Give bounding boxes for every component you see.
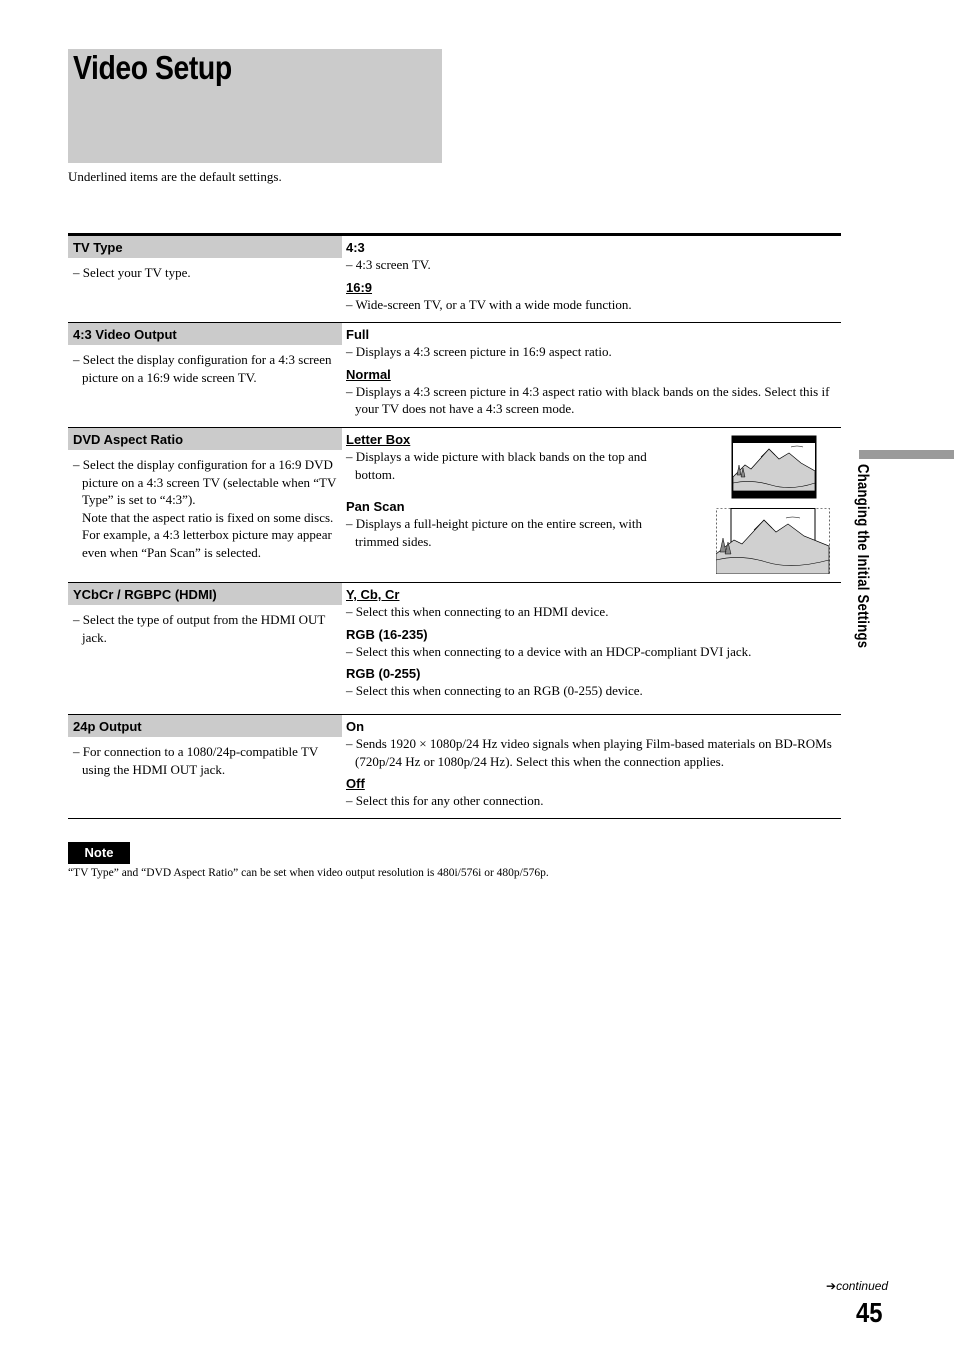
table-row (68, 715, 841, 819)
option-desc: – Select this when connecting to an HDMI device. (346, 604, 609, 619)
setting-cell (68, 715, 342, 818)
option-label-default: Normal (346, 366, 391, 382)
table-row (68, 583, 841, 715)
table-row (68, 236, 841, 323)
page-title: Video Setup (73, 49, 232, 86)
option-desc: – Displays a full-height picture on the entire screen, with trimmed sides. (346, 516, 643, 549)
setting-desc (68, 450, 342, 568)
title-box (68, 49, 442, 163)
option-desc: – Select this when connecting to a device with an HDCP-compliant DVI jack. (346, 643, 752, 659)
setting-cell (68, 583, 342, 714)
note-text: “TV Type” and “DVD Aspect Ratio” can be set when video output resolution is 480i/576i or 480p/576p. (68, 867, 549, 879)
setting-name: TV Type (68, 236, 342, 258)
option-label: Pan Scan (346, 499, 405, 515)
arrow-right-icon: ➔ (826, 1279, 837, 1293)
pan-scan-illustration (716, 508, 830, 574)
options-cell (342, 323, 841, 427)
option-label: RGB (0-255) (346, 666, 421, 682)
table-row (68, 323, 841, 428)
setting-cell (68, 323, 342, 427)
option-label: RGB (16-235) (346, 626, 428, 642)
options-cell (342, 583, 841, 714)
table-row (68, 428, 841, 583)
option-desc: – Displays a 4:3 screen picture in 4:3 aspect ratio with black bands on the sides. Select this if your TV does not have a 4:3 screen mode. (346, 383, 830, 417)
section-side-label: Changing the Initial Settings (854, 464, 871, 649)
note-badge: Note (68, 842, 130, 864)
option-label-default: 16:9 (346, 279, 373, 295)
options-cell (342, 428, 841, 582)
option-label-default: Y, Cb, Cr (346, 587, 400, 602)
continued-indicator (826, 1279, 888, 1293)
continued-label: continued (836, 1279, 889, 1293)
setting-desc: – Select the type of output from the HDMI OUT jack. (73, 612, 326, 645)
section-tab-bar (859, 450, 954, 459)
option-label-default: Letter Box (346, 432, 411, 447)
option-label: On (346, 719, 365, 734)
option-desc: – Select this for any other connection. (346, 793, 544, 809)
setting-cell (68, 236, 342, 322)
option-label: 4:3 (346, 240, 365, 255)
letterbox-illustration (731, 435, 817, 499)
option-label: Full (346, 327, 370, 342)
setting-name: YCbCr / RGBPC (HDMI) (68, 583, 342, 605)
option-desc: – Displays a wide picture with black bands on the top and bottom. (346, 449, 647, 482)
setting-name: 4:3 Video Output (68, 323, 342, 345)
setting-desc-main: – Select the display configuration for a 16:9 DVD picture on a 4:3 screen TV (selectable when “TV Type” is set to “4:3”). (73, 457, 337, 508)
option-desc: – Select this when connecting to an RGB (0-255) device. (346, 683, 643, 699)
option-desc: – Wide-screen TV, or a TV with a wide mode function. (346, 296, 632, 312)
page-number: 45 (856, 1297, 883, 1328)
setting-name: DVD Aspect Ratio (68, 428, 342, 450)
setting-name: 24p Output (68, 715, 342, 737)
setting-cell (68, 428, 342, 582)
options-cell (342, 236, 841, 322)
setting-desc-note: Note that the aspect ratio is fixed on some discs. For example, a 4:3 letterbox picture may appear even when “Pan Scan” is selected. (82, 509, 334, 560)
setting-desc: – Select the display configuration for a 4:3 screen picture on a 16:9 wide screen TV. (73, 352, 332, 385)
intro-text: Underlined items are the default settings. (68, 169, 282, 184)
option-desc: – 4:3 screen TV. (346, 257, 431, 272)
option-desc: – Sends 1920 × 1080p/24 Hz video signals when playing Film-based materials on BD-ROMs (720p/24 Hz or 1080p/24 Hz). Select this when the connection applies. (346, 736, 832, 769)
options-cell (342, 715, 841, 818)
option-label-default: Off (346, 776, 365, 792)
option-desc: – Displays a 4:3 screen picture in 16:9 aspect ratio. (346, 344, 612, 359)
setting-desc: – Select your TV type. (73, 265, 191, 280)
settings-table (68, 233, 841, 819)
setting-desc: – For connection to a 1080/24p-compatible TV using the HDMI OUT jack. (73, 744, 319, 777)
